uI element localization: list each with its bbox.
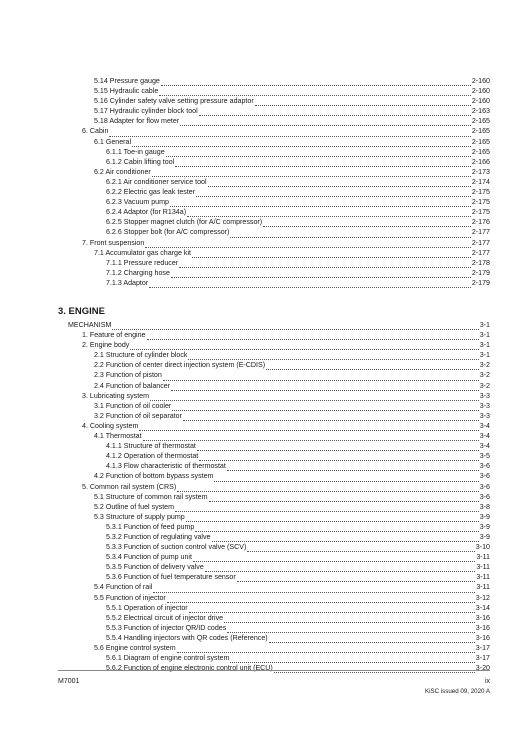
dot-leader <box>269 635 475 643</box>
toc-entry-page: 3-16 <box>475 633 490 642</box>
toc-entry-page: 3-16 <box>475 623 490 632</box>
toc-entry-page: 2-175 <box>471 208 490 217</box>
toc-entry-page: 3-2 <box>479 361 490 370</box>
dot-leader <box>161 78 471 86</box>
dot-leader <box>193 554 475 562</box>
toc-entry[interactable] <box>58 248 490 258</box>
toc-entry-title: 5.4 Function of rail <box>94 583 153 592</box>
dot-leader <box>159 88 471 96</box>
toc-entry-title: 4.1.2 Operation of thermostat <box>106 452 199 461</box>
toc-entry-title: 7.1.3 Adaptor <box>106 278 149 287</box>
toc-entry[interactable] <box>58 76 490 86</box>
toc-entry-title: 5.5.3 Function of injector QR/ID codes <box>106 623 227 632</box>
toc-entry-page: 3-1 <box>479 341 490 350</box>
toc-entry-page: 3-20 <box>475 664 490 673</box>
toc-entry[interactable] <box>58 217 490 227</box>
toc-entry[interactable] <box>58 278 490 288</box>
dot-leader <box>227 625 475 633</box>
toc-entry-page: 2-163 <box>471 107 490 116</box>
toc-entry-page: 2-174 <box>471 177 490 186</box>
toc-entry-page: 2-160 <box>471 97 490 106</box>
toc-entry-page: 2-179 <box>471 268 490 277</box>
toc-entry-page: 3-9 <box>479 522 490 531</box>
footer-doc-code: M7001 <box>58 678 80 685</box>
toc-entry[interactable] <box>58 187 490 197</box>
dot-leader <box>212 534 479 542</box>
dot-leader <box>143 433 479 441</box>
dot-leader <box>150 393 479 401</box>
toc-entry[interactable] <box>58 147 490 157</box>
toc-entry-title: 7.1.2 Charging hose <box>106 268 170 277</box>
toc-entry-title: 5.3.2 Function of regulating valve <box>106 532 211 541</box>
dot-leader <box>196 189 471 197</box>
toc-entry-page: 3-11 <box>476 563 490 572</box>
toc-entry-title: 5. Common rail system (CRS) <box>82 482 177 491</box>
toc-entry[interactable] <box>58 461 490 471</box>
dot-leader <box>177 484 479 492</box>
dot-leader <box>255 98 471 106</box>
toc-entry-page: 3-8 <box>479 502 490 511</box>
dot-leader <box>139 423 478 431</box>
toc-entry[interactable] <box>58 370 490 380</box>
toc-entry-title: 6.1.2 Cabin lifting tool <box>106 157 175 166</box>
toc-entry[interactable] <box>58 512 490 522</box>
toc-entry-title: 5.16 Cylinder safety valve setting pressure adaptor <box>94 97 254 106</box>
dot-leader <box>149 280 471 288</box>
toc-entry-title: 6. Cabin <box>82 127 109 136</box>
toc-entry-page: 2-165 <box>471 147 490 156</box>
toc-entry[interactable] <box>58 268 490 278</box>
toc-entry-page: 3-3 <box>479 411 490 420</box>
toc-entry[interactable] <box>58 451 490 461</box>
toc-entry-title: 5.6 Engine control system <box>94 644 176 652</box>
dot-leader <box>247 544 474 552</box>
toc-entry-page: 3-4 <box>479 421 490 430</box>
toc-entry[interactable] <box>58 431 490 441</box>
toc-entry[interactable] <box>58 603 490 613</box>
dot-leader <box>179 260 471 268</box>
toc-entry-title: 5.5 Function of injector <box>94 593 166 602</box>
toc-entry-title: 5.5.1 Operation of injector <box>106 603 188 612</box>
toc-entry-page: 3-3 <box>479 391 490 400</box>
toc-entry[interactable] <box>58 126 490 136</box>
dot-leader <box>237 574 476 582</box>
toc-entry-page: 2-178 <box>471 258 490 267</box>
toc-entry[interactable] <box>58 106 490 116</box>
toc-entry[interactable] <box>58 238 490 248</box>
toc-entry-page: 3-11 <box>476 573 490 582</box>
toc-entry[interactable] <box>58 177 490 187</box>
toc-entry[interactable] <box>58 623 490 633</box>
toc-entry[interactable] <box>58 593 490 603</box>
toc-entry-title: 2.2 Function of center direct injection system (E-CDIS) <box>94 361 266 370</box>
toc-entry[interactable] <box>58 157 490 167</box>
toc-entry[interactable] <box>58 330 490 340</box>
toc-entry-page: 3-5 <box>479 452 490 461</box>
toc-entry-title: 5.3.3 Function of suction control valve (SCV) <box>106 543 247 552</box>
toc-entry-title: 1. Feature of engine <box>82 331 146 340</box>
dot-leader <box>177 645 475 653</box>
footer-issued: KiSC issued 09, 2020 A <box>424 688 490 695</box>
toc-entry-page: 3-6 <box>479 462 490 471</box>
toc-entry-page: 3-6 <box>479 482 490 491</box>
toc-entry-page: 2-165 <box>471 127 490 136</box>
toc-entry-page: 3-14 <box>475 603 490 612</box>
toc-entry-page: 2-177 <box>471 228 490 237</box>
dot-leader <box>170 199 471 207</box>
toc-entry[interactable] <box>58 137 490 147</box>
toc-continued-section <box>58 76 490 288</box>
toc-entry[interactable] <box>58 360 490 370</box>
toc-entry-page: 3-6 <box>479 472 490 481</box>
section-heading: 3. ENGINE <box>58 306 105 317</box>
toc-entry-title: 3.2 Function of oil separator <box>94 411 182 420</box>
dot-leader <box>166 149 471 157</box>
toc-entry[interactable] <box>58 552 490 562</box>
toc-entry[interactable] <box>58 207 490 217</box>
toc-entry-title: 5.14 Pressure gauge <box>94 77 160 85</box>
dot-leader <box>224 615 475 623</box>
toc-entry[interactable] <box>58 401 490 411</box>
toc-entry[interactable] <box>58 613 490 623</box>
toc-entry[interactable] <box>58 471 490 481</box>
toc-entry-page: 2-173 <box>471 167 490 176</box>
toc-entry-page: 2-177 <box>471 248 490 257</box>
toc-entry-title: 7. Front suspension <box>82 238 145 247</box>
dot-leader <box>171 270 471 278</box>
dot-leader <box>167 595 475 603</box>
toc-entry-title: 5.3.5 Function of delivery valve <box>106 563 204 572</box>
toc-entry-page: 3-4 <box>479 442 490 451</box>
toc-entry[interactable] <box>58 116 490 126</box>
toc-entry[interactable] <box>58 411 490 421</box>
toc-entry-title: 3.1 Function of oil cooler <box>94 401 172 410</box>
toc-entry-title: 6.2.2 Electric gas leak tester <box>106 188 196 197</box>
toc-entry-page: 3-9 <box>479 512 490 521</box>
toc-entry-page: 3-16 <box>475 613 490 622</box>
toc-entry-title: 4.1.1 Structure of thermostat <box>106 442 196 451</box>
toc-entry-title: 4.2 Function of bottom bypass system <box>94 472 214 481</box>
toc-entry[interactable] <box>58 663 490 673</box>
dot-leader <box>266 362 479 370</box>
toc-entry[interactable] <box>58 340 490 350</box>
dot-leader <box>189 605 475 613</box>
toc-entry-page: 2-175 <box>471 198 490 207</box>
toc-entry-title: 5.2 Outline of fuel system <box>94 502 175 511</box>
toc-entry-title: 5.6.2 Function of engine electronic control unit (ECU) <box>106 664 273 673</box>
toc-entry-page: 3-12 <box>475 593 490 602</box>
dot-leader <box>183 413 479 421</box>
dot-leader <box>152 169 471 177</box>
toc-entry-title: 2.3 Function of piston <box>94 371 162 380</box>
dot-leader <box>199 108 471 116</box>
dot-leader <box>109 129 470 137</box>
dot-leader <box>263 219 471 227</box>
toc-entry[interactable] <box>58 653 490 663</box>
toc-entry[interactable] <box>58 643 490 653</box>
toc-entry-title: 5.17 Hydraulic cylinder block tool <box>94 107 198 116</box>
toc-entry-title: 6.1 General <box>94 137 132 146</box>
toc-entry-page: 3-6 <box>479 492 490 501</box>
toc-entry-title: 5.15 Hydraulic cable <box>94 87 159 96</box>
toc-entry[interactable] <box>58 167 490 177</box>
toc-entry-page: 3-17 <box>475 654 490 663</box>
toc-entry-title: MECHANISM <box>68 321 112 329</box>
toc-entry[interactable] <box>58 381 490 391</box>
toc-entry-page: 2-176 <box>471 218 490 227</box>
toc-entry-page: 2-165 <box>471 137 490 146</box>
toc-entry[interactable] <box>58 542 490 552</box>
dot-leader <box>153 585 475 593</box>
toc-entry[interactable] <box>58 227 490 237</box>
toc-entry-title: 6.2.3 Vacuum pump <box>106 198 169 207</box>
toc-entry-title: 4.1 Thermostat <box>94 432 142 441</box>
toc-entry[interactable] <box>58 492 490 502</box>
toc-entry-page: 3-1 <box>479 321 490 329</box>
toc-entry-page: 2-165 <box>471 117 490 126</box>
toc-entry-page: 3-2 <box>479 371 490 380</box>
toc-entry-title: 5.3 Structure of supply pump <box>94 512 185 521</box>
dot-leader <box>209 494 479 502</box>
toc-entry-page: 3-10 <box>475 543 490 552</box>
toc-entry-title: 4.1.3 Flow characteristic of thermostat <box>106 462 226 471</box>
toc-entry-page: 3-1 <box>479 331 490 340</box>
toc-entry-page: 2-160 <box>471 87 490 96</box>
toc-entry-page: 3-17 <box>475 644 490 652</box>
toc-entry-title: 2.4 Function of balancer <box>94 381 171 390</box>
toc-entry-page: 2-177 <box>471 238 490 247</box>
toc-entry-title: 6.2 Air conditioner <box>94 167 151 176</box>
toc-entry[interactable] <box>58 258 490 268</box>
toc-entry-page: 2-175 <box>471 188 490 197</box>
dot-leader <box>195 524 478 532</box>
toc-entry[interactable] <box>58 197 490 207</box>
dot-leader <box>186 514 479 522</box>
toc-entry-page: 3-2 <box>479 381 490 390</box>
toc-entry[interactable] <box>58 633 490 643</box>
toc-entry-page: 3-11 <box>476 583 490 592</box>
toc-entry-title: 6.2.5 Stopper magnet clutch (for A/C compressor) <box>106 218 263 227</box>
toc-entry[interactable] <box>58 562 490 572</box>
dot-leader <box>199 453 478 461</box>
dot-leader <box>208 179 471 187</box>
dot-leader <box>180 118 471 126</box>
dot-leader <box>230 655 474 663</box>
toc-entry-page: 3-1 <box>479 351 490 360</box>
toc-entry[interactable] <box>58 96 490 106</box>
dot-leader <box>172 403 478 411</box>
footer-page-number: ix <box>484 678 490 685</box>
toc-entry-title: 5.1 Structure of common rail system <box>94 492 208 501</box>
toc-entry-title: 6.1.1 Toe-in gauge <box>106 147 165 156</box>
toc-entry-title: 5.5.2 Electrical circuit of injector drive <box>106 613 224 622</box>
dot-leader <box>205 564 476 572</box>
toc-entry[interactable] <box>58 320 490 330</box>
dot-leader <box>112 322 478 330</box>
dot-leader <box>132 139 471 147</box>
dot-leader <box>171 383 479 391</box>
dot-leader <box>192 250 471 258</box>
dot-leader <box>175 159 471 167</box>
toc-entry[interactable] <box>58 421 490 431</box>
dot-leader <box>214 474 478 482</box>
toc-entry-title: 6.2.6 Stopper bolt (for A/C compressor) <box>106 228 230 237</box>
toc-entry[interactable] <box>58 582 490 592</box>
toc-entry-title: 6.2.4 Adaptor (for R134a) <box>106 208 187 217</box>
toc-entry[interactable] <box>58 532 490 542</box>
toc-entry-page: 3-4 <box>479 432 490 441</box>
toc-entry-page: 2-166 <box>471 157 490 166</box>
toc-entry-title: 5.3.4 Function of pump unit <box>106 553 192 562</box>
toc-entry-title: 7.1.1 Pressure reducer <box>106 258 179 267</box>
toc-entry[interactable] <box>58 350 490 360</box>
toc-entry[interactable] <box>58 391 490 401</box>
toc-entry-title: 5.5.4 Handling injectors with QR codes (Reference) <box>106 633 268 642</box>
dot-leader <box>188 352 478 360</box>
toc-entry-title: 4. Cooling system <box>82 421 139 430</box>
dot-leader <box>145 240 471 248</box>
toc-entry-title: 3. Lubricating system <box>82 391 150 400</box>
footer-divider <box>58 670 490 671</box>
dot-leader <box>130 342 478 350</box>
toc-entry-page: 3-9 <box>479 532 490 541</box>
toc-entry-title: 5.6.1 Diagram of engine control system <box>106 654 230 663</box>
toc-entry-page: 3-11 <box>476 553 490 562</box>
toc-entry-title: 5.3.1 Function of feed pump <box>106 522 195 531</box>
dot-leader <box>163 373 479 381</box>
toc-entry[interactable] <box>58 441 490 451</box>
toc-entry-page: 2-160 <box>471 77 490 85</box>
dot-leader <box>187 209 471 217</box>
toc-entry-title: 5.3.6 Function of fuel temperature sensor <box>106 573 236 582</box>
toc-entry[interactable] <box>58 86 490 96</box>
toc-entry-title: 5.18 Adapter for flow meter <box>94 117 180 126</box>
dot-leader <box>175 504 479 512</box>
dot-leader <box>197 443 479 451</box>
toc-engine-section <box>58 304 490 673</box>
toc-entry-page: 2-179 <box>471 278 490 287</box>
toc-entry-title: 7.1 Accumulator gas charge kit <box>94 248 191 257</box>
toc-entry[interactable] <box>58 502 490 512</box>
toc-engine-list <box>58 320 490 673</box>
toc-entry-title: 6.2.1 Air conditioner service tool <box>106 177 207 186</box>
toc-entry-page: 3-3 <box>479 401 490 410</box>
toc-entry[interactable] <box>58 482 490 492</box>
toc-entry-title: 2. Engine body <box>82 341 130 350</box>
toc-entry[interactable] <box>58 522 490 532</box>
dot-leader <box>227 463 479 471</box>
toc-entry[interactable] <box>58 572 490 582</box>
dot-leader <box>230 230 470 238</box>
dot-leader <box>147 332 479 340</box>
toc-entry-title: 2.1 Structure of cylinder block <box>94 351 188 360</box>
